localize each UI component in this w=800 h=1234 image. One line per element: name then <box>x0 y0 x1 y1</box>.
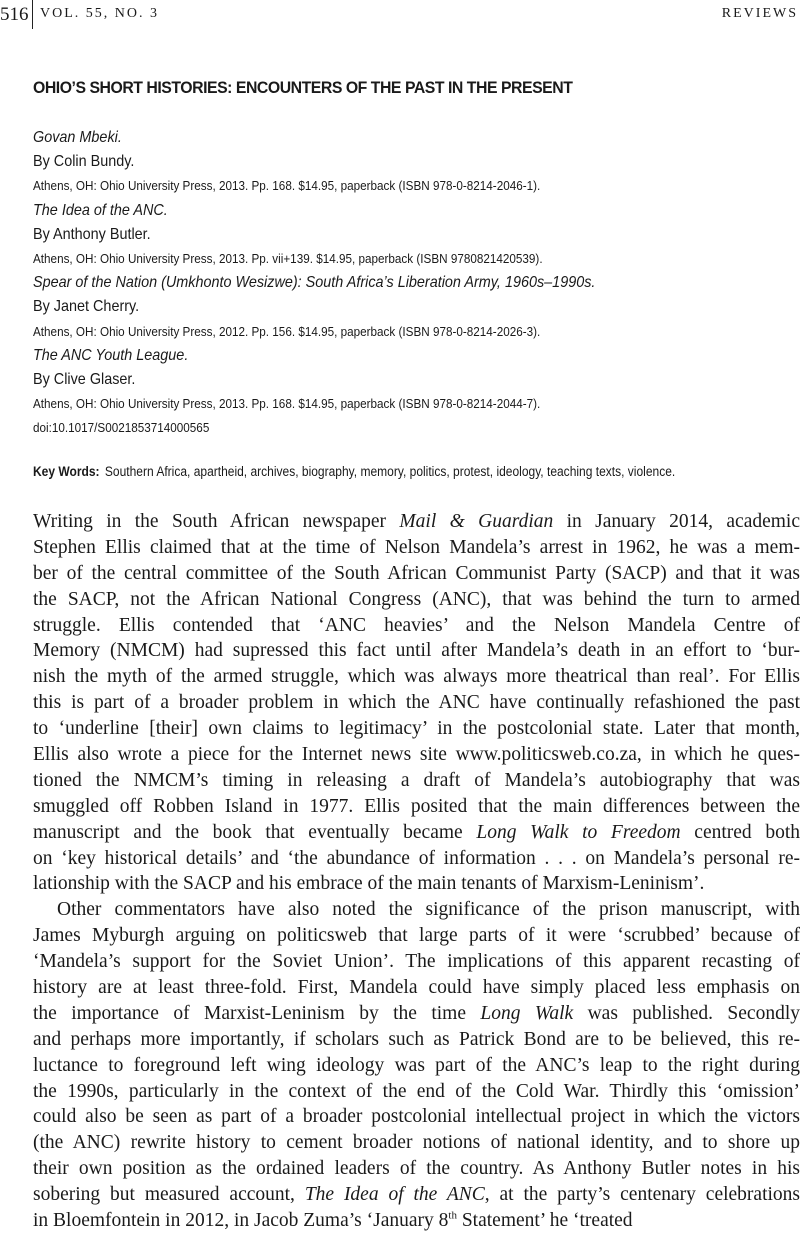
text-line <box>33 1130 800 1156</box>
text-line <box>33 871 800 897</box>
text-segment: could also be seen as part of a broader postcolonial intellectual project in which the victors <box>33 1106 800 1128</box>
italic-title: Long Walk <box>480 1002 574 1024</box>
book-author: By Janet Cherry. <box>33 298 140 316</box>
book-publication: Athens, OH: Ohio University Press, 2013. Pp. 168. $14.95, paperback (ISBN 978-0-8214-2046-1). <box>33 178 541 194</box>
text-line <box>33 613 800 639</box>
text-segment: tioned the NMCM’s timing in releasing a draft of Mandela’s autobiography that was <box>33 769 800 791</box>
text-segment: lationship with the SACP and his embrace of the main tenants of Marxism-Leninism’. <box>33 873 705 895</box>
text-line <box>33 923 800 949</box>
page-number: 516 <box>0 4 29 25</box>
text-segment: Stephen Ellis claimed that at the time of Nelson Mandela’s arrest in 1962, he was a mem- <box>33 536 800 558</box>
text-line <box>33 742 800 768</box>
text-segment: ber of the central committee of the South African Communist Party (SACP) and that it was <box>33 562 800 584</box>
text-segment: Statement’ he ‘treated <box>456 1210 633 1232</box>
section-name: REVIEWS <box>721 6 798 21</box>
book-author: By Colin Bundy. <box>33 153 135 171</box>
italic-title: Mail & Guardian <box>399 511 554 532</box>
text-line <box>33 664 800 690</box>
text-segment: their own position as the ordained leaders of the country. As Anthony Butler notes in his <box>33 1158 800 1180</box>
text-segment: the 1990s, particularly in the context of the end of the Cold War. Thirdly this ‘omission’ <box>33 1080 800 1102</box>
review-title: OHIO’S SHORT HISTORIES: ENCOUNTERS OF THE PAST IN THE PRESENT <box>33 78 573 97</box>
text-line <box>33 1079 800 1105</box>
text-segment: in Bloemfontein in 2012, in Jacob Zuma’s ‘January 8 <box>33 1210 449 1232</box>
text-segment: Memory (NMCM) had supressed this fact until after Mandela’s death in an effort to ‘bur- <box>33 640 800 662</box>
book-title: The Idea of the ANC. <box>33 201 168 219</box>
paragraph <box>33 897 800 1234</box>
book-author: By Clive Glaser. <box>33 370 136 388</box>
text-segment: this is part of a broader problem in which the ANC have continually refashioned the past <box>33 692 800 714</box>
header-divider <box>32 0 33 29</box>
text-line <box>33 1027 800 1053</box>
italic-title: Long Walk to Freedom <box>476 821 681 843</box>
text-segment: the importance of Marxist-Leninism by the time <box>33 1002 481 1024</box>
keywords-text: Southern Africa, apartheid, archives, biography, memory, politics, protest, ideology, teaching texts, violence. <box>104 464 676 479</box>
text-segment: , at the party’s centenary celebrations <box>484 1184 800 1206</box>
text-segment: James Myburgh arguing on politicsweb that large parts of it were ‘scrubbed’ because of <box>33 925 800 947</box>
text-line <box>33 897 800 923</box>
text-line <box>33 1156 800 1182</box>
doi[interactable]: doi:10.1017/S0021853714000565 <box>33 420 210 436</box>
review-body <box>33 509 800 1234</box>
text-segment: history are at least three-fold. First, Mandela could have simply placed less emphasis on <box>33 977 800 999</box>
text-segment: manuscript and the book that eventually became <box>33 821 477 843</box>
text-line <box>33 561 800 587</box>
text-line <box>33 820 800 846</box>
text-line <box>33 949 800 975</box>
keywords-label: Key Words: <box>33 464 100 479</box>
text-line <box>33 587 800 613</box>
text-line <box>33 846 800 872</box>
text-segment: on ‘key historical details’ and ‘the abundance of information . . . on Mandela’s personal re- <box>33 847 800 869</box>
text-line <box>33 535 800 561</box>
book-publication: Athens, OH: Ohio University Press, 2012. Pp. 156. $14.95, paperback (ISBN 978-0-8214-2026-3). <box>33 323 541 339</box>
text-segment: struggle. Ellis contended that ‘ANC heavies’ and the Nelson Mandela Centre of <box>33 614 800 636</box>
book-list <box>33 126 658 440</box>
text-segment: sobering but measured account, <box>33 1184 305 1206</box>
text-line <box>33 975 800 1001</box>
paragraph <box>33 509 800 897</box>
text-segment: Writing in the South African newspaper <box>33 511 400 532</box>
text-segment: the SACP, not the African National Congress (ANC), that was behind the turn to armed <box>33 588 800 610</box>
book-publication: Athens, OH: Ohio University Press, 2013. Pp. 168. $14.95, paperback (ISBN 978-0-8214-2044-7). <box>33 396 541 412</box>
book-title: Govan Mbeki. <box>33 129 122 146</box>
text-segment: Ellis also wrote a piece for the Internet news site www.politicsweb.co.za, in which he ques- <box>33 744 800 766</box>
text-line <box>33 768 800 794</box>
text-line <box>33 1104 800 1130</box>
text-line <box>33 1053 800 1079</box>
text-segment: luctance to foreground left wing ideology was part of the ANC’s leap to the right during <box>33 1054 800 1076</box>
text-segment: and perhaps more importantly, if scholars such as Patrick Bond are to be believed, this re- <box>33 1028 800 1050</box>
book-title: The ANC Youth League. <box>33 346 189 364</box>
text-segment: smuggled off Robben Island in 1977. Ellis posited that the main differences between the <box>33 795 800 817</box>
text-line <box>33 509 800 535</box>
superscript: th <box>448 1209 457 1222</box>
text-line <box>33 1182 800 1208</box>
journal-volume: VOL. 55, NO. 3 <box>40 6 159 21</box>
text-segment: was published. Secondly <box>573 1002 800 1024</box>
text-segment: centred both <box>680 821 800 843</box>
book-publication: Athens, OH: Ohio University Press, 2013. Pp. vii+139. $14.95, paperback (ISBN 9780821420539). <box>33 250 543 266</box>
text-line <box>33 1001 800 1027</box>
text-line <box>33 716 800 742</box>
book-author: By Anthony Butler. <box>33 225 151 243</box>
text-line <box>33 794 800 820</box>
text-segment: nish the myth of the armed struggle, which was always more theatrical than real’. For Ellis <box>33 666 800 688</box>
text-segment: ‘Mandela’s support for the Soviet Union’. The implications of this apparent recasting of <box>33 951 800 973</box>
book-title: Spear of the Nation (Umkhonto Wesizwe): South Africa’s Liberation Army, 1960s–1990s. <box>33 274 596 292</box>
italic-title: The Idea of the ANC <box>304 1184 485 1206</box>
text-segment: Other commentators have also noted the significance of the prison manuscript, with <box>57 899 800 921</box>
text-line <box>33 1208 800 1234</box>
text-segment: in January 2014, academic <box>553 511 800 532</box>
text-segment: to ‘underline [their] own claims to legitimacy’ in the postcolonial state. Later that month, <box>33 718 800 740</box>
text-line <box>33 690 800 716</box>
text-line <box>33 638 800 664</box>
keywords <box>33 464 675 479</box>
text-segment: (the ANC) rewrite history to cement broader notions of national identity, and to shore up <box>33 1132 800 1154</box>
